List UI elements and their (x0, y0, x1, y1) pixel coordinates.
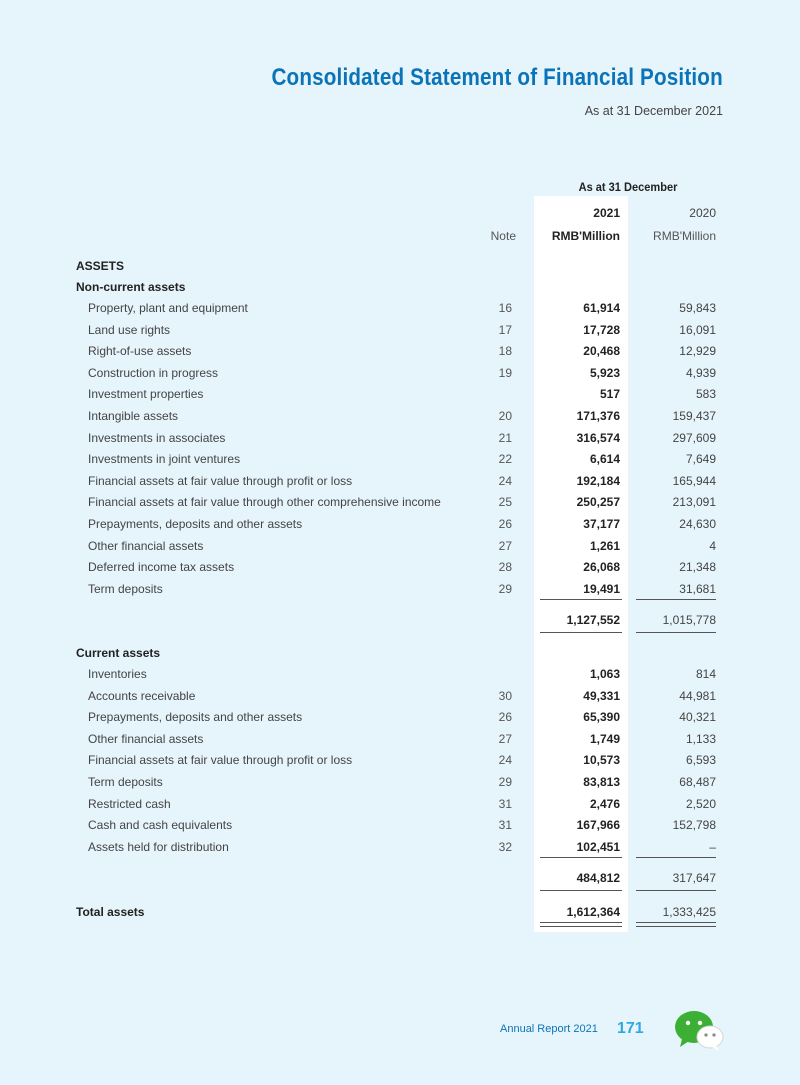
value-2021: 192,184 (576, 473, 620, 488)
non-current-row (0, 517, 800, 535)
row-label: Land use rights (88, 322, 171, 337)
current-row (0, 753, 800, 771)
value-2020: 24,630 (679, 517, 716, 531)
current-row (0, 818, 800, 836)
non-current-total-row: 1,127,552 1,015,778 (566, 613, 716, 627)
non-current-row (0, 344, 800, 362)
row-note: 28 (498, 560, 512, 575)
current-row (0, 689, 800, 707)
non-current-row (0, 323, 800, 341)
row-note: 16 (498, 301, 512, 315)
row-note: 17 (498, 322, 512, 337)
row-note: 31 (498, 796, 512, 811)
value-2021: 17,728 (583, 322, 620, 337)
non-current-row (0, 366, 800, 384)
row-note: 30 (498, 688, 512, 703)
row-note: 22 (498, 452, 512, 467)
non-current-row (0, 409, 800, 427)
row-label: Construction in progress (88, 365, 219, 380)
non-current-row (0, 387, 800, 405)
value-2020: 152,798 (672, 818, 716, 833)
value-2020: 16,091 (679, 322, 716, 337)
value-2021: 20,468 (583, 344, 620, 359)
value-2020: 59,843 (679, 301, 716, 315)
value-2021: 83,813 (583, 775, 620, 789)
value-2021: 167,966 (576, 818, 620, 833)
value-2020: 40,321 (679, 710, 716, 725)
row-label: Right-of-use assets (88, 344, 192, 359)
non-current-row (0, 495, 800, 513)
row-note: 31 (498, 818, 512, 833)
row-note: 21 (498, 430, 512, 445)
value-2020: 12,929 (679, 344, 716, 359)
current-underline-2020 (636, 890, 716, 891)
header-year-2020: 2020 (689, 206, 716, 220)
current-row (0, 732, 800, 750)
value-2020: 297,609 (672, 430, 716, 445)
row-note: 24 (498, 753, 512, 768)
page-title: Consolidated Statement of Financial Position (271, 64, 723, 91)
row-label: Inventories (88, 667, 147, 681)
row-label: Assets held for distribution (88, 839, 229, 854)
row-label: Investment properties (88, 387, 204, 402)
value-2020: 165,944 (672, 473, 716, 488)
value-2021: 26,068 (583, 560, 620, 575)
non-current-row (0, 452, 800, 470)
header-unit-2021: RMB'Million (551, 229, 620, 243)
current-row (0, 775, 800, 793)
row-note: 20 (498, 409, 512, 423)
row-label: Property, plant and equipment (88, 301, 248, 315)
non-current-row (0, 539, 800, 557)
row-label: Financial assets at fair value through profit or loss (88, 753, 353, 768)
row-note: 27 (498, 538, 512, 553)
value-2021: 1,261 (589, 538, 620, 553)
header-note: Note (490, 229, 516, 243)
value-2020: 4 (709, 538, 716, 553)
value-2021: 10,573 (583, 753, 620, 768)
total-assets-row: Total assets 1,612,364 1,333,425 (76, 905, 716, 919)
current-underline-2021 (540, 890, 622, 891)
row-label: Deferred income tax assets (88, 560, 235, 575)
row-label: Accounts receivable (88, 688, 196, 703)
value-2021: 5,923 (589, 365, 620, 380)
value-2021: 517 (599, 387, 620, 402)
subtotal-underline-2021 (540, 632, 622, 633)
header-year-2021: 2021 (593, 206, 620, 220)
non-current-row (0, 301, 800, 319)
row-note: 26 (498, 710, 512, 725)
wechat-logo-icon (672, 1008, 728, 1052)
row-label: Term deposits (88, 581, 163, 596)
value-2021: 37,177 (583, 517, 620, 531)
section-heading-current: Current assets (76, 646, 161, 660)
page-number: 171 (617, 1020, 644, 1037)
current-row (0, 840, 800, 858)
total-double-rule-2020 (636, 922, 716, 927)
row-label: Investments in associates (88, 430, 226, 445)
current-row (0, 710, 800, 728)
row-note: 29 (498, 581, 512, 596)
row-label: Financial assets at fair value through profit or loss (88, 473, 353, 488)
value-2020: 21,348 (679, 560, 716, 575)
row-note: 19 (498, 365, 512, 380)
value-2020: 44,981 (679, 688, 716, 703)
value-2020: 2,520 (685, 796, 716, 811)
value-2021: 61,914 (583, 301, 620, 315)
value-2020: 6,593 (685, 753, 716, 768)
row-note: 26 (498, 517, 512, 531)
row-note: 25 (498, 495, 512, 510)
row-label: Other financial assets (88, 538, 204, 553)
value-2020: – (709, 839, 716, 854)
value-2021: 19,491 (583, 581, 620, 596)
section-heading-non-current: Non-current assets (76, 280, 186, 294)
value-2020: 4,939 (685, 365, 716, 380)
current-rule-2021 (540, 857, 622, 858)
current-row (0, 797, 800, 815)
row-label: Term deposits (88, 775, 163, 789)
footer-report-name: Annual Report 2021 (500, 1023, 598, 1035)
non-current-row (0, 582, 800, 600)
value-2020: 31,681 (679, 581, 716, 596)
header-unit-2020: RMB'Million (653, 229, 716, 243)
value-2020: 1,133 (685, 731, 716, 746)
row-label: Other financial assets (88, 731, 204, 746)
current-row (0, 667, 800, 685)
value-2020: 583 (695, 387, 716, 402)
current-total-row: 484,812 317,647 (576, 871, 716, 885)
row-note: 32 (498, 839, 512, 854)
value-2021: 1,063 (589, 667, 620, 681)
subtotal-rule-2020 (636, 599, 716, 600)
row-label: Cash and cash equivalents (88, 818, 233, 833)
value-2021: 102,451 (576, 839, 620, 854)
column-group-header: As at 31 December (578, 180, 678, 194)
non-current-row (0, 474, 800, 492)
row-note: 29 (498, 775, 512, 789)
section-heading-assets: ASSETS (76, 259, 125, 273)
value-2021: 6,614 (589, 452, 620, 467)
non-current-row (0, 560, 800, 578)
value-2020: 814 (695, 667, 716, 681)
value-2021: 250,257 (576, 495, 620, 510)
row-label: Intangible assets (88, 409, 179, 423)
value-2021: 65,390 (583, 710, 620, 725)
value-2020: 68,487 (679, 775, 716, 789)
total-double-rule-2021 (540, 922, 622, 927)
non-current-row (0, 431, 800, 449)
current-rule-2020 (636, 857, 716, 858)
row-label: Restricted cash (88, 796, 171, 811)
row-note: 27 (498, 731, 512, 746)
subtotal-rule-2021 (540, 599, 622, 600)
row-note: 24 (498, 473, 512, 488)
value-2020: 159,437 (672, 409, 716, 423)
row-note: 18 (498, 344, 512, 359)
value-2021: 2,476 (589, 796, 620, 811)
value-2021: 316,574 (576, 430, 620, 445)
value-2020: 7,649 (685, 452, 716, 467)
row-label: Investments in joint ventures (88, 452, 241, 467)
subtotal-underline-2020 (636, 632, 716, 633)
row-label: Prepayments, deposits and other assets (88, 517, 303, 531)
row-label: Prepayments, deposits and other assets (88, 710, 303, 725)
row-label: Financial assets at fair value through other comprehensive income (88, 495, 441, 510)
value-2020: 213,091 (672, 495, 716, 510)
value-2021: 171,376 (576, 409, 620, 423)
page-subtitle: As at 31 December 2021 (584, 104, 723, 118)
value-2021: 49,331 (583, 688, 620, 703)
value-2021: 1,749 (589, 731, 620, 746)
